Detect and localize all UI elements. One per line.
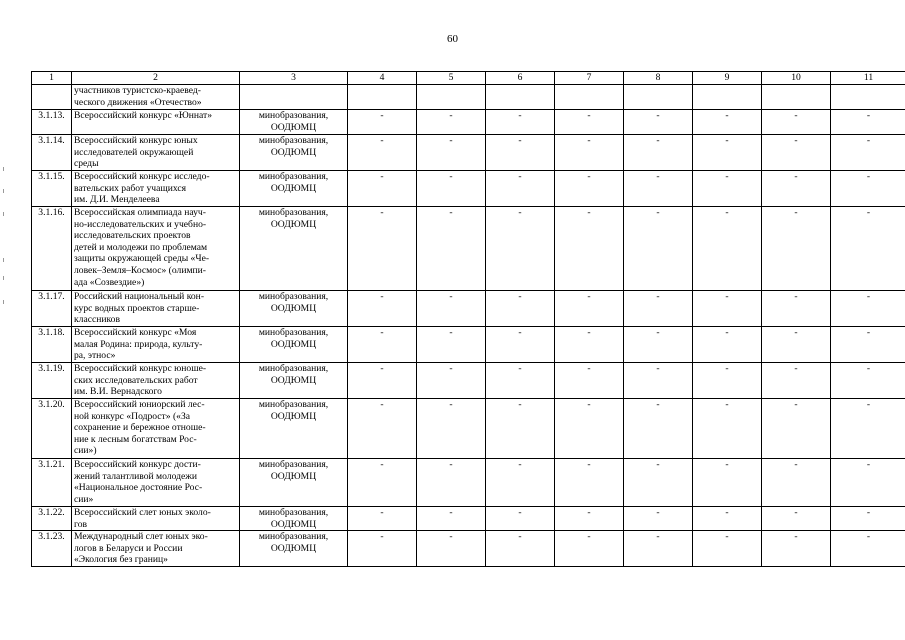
column-header-5: 5 xyxy=(417,72,486,85)
value-cell: - xyxy=(762,291,831,327)
value-cell: - xyxy=(417,291,486,327)
value-cell: - xyxy=(693,327,762,363)
column-header-10: 10 xyxy=(762,72,831,85)
value-cell: - xyxy=(348,531,417,567)
executor: минобразования, ООДЮМЦ xyxy=(240,171,348,207)
table-row xyxy=(32,110,905,135)
margin-mark xyxy=(3,189,4,193)
value-cell: - xyxy=(762,327,831,363)
value-cell: - xyxy=(555,531,624,567)
column-number-header xyxy=(32,72,905,85)
value-cell: - xyxy=(486,531,555,567)
column-header-8: 8 xyxy=(624,72,693,85)
continuation-row xyxy=(32,85,905,110)
table-row xyxy=(32,399,905,459)
row-number: 3.1.16. xyxy=(32,207,72,291)
value-cell: - xyxy=(831,327,905,363)
activity-name: Всероссийский конкурс дости- жений талантливой молодежи «Национальное достояние Рос- сии» xyxy=(72,459,240,507)
row-number: 3.1.18. xyxy=(32,327,72,363)
value-cell: - xyxy=(555,207,624,291)
activity-name: Всероссийский конкурс «Юннат» xyxy=(72,110,240,135)
value-cell: - xyxy=(831,291,905,327)
executor: минобразования, ООДЮМЦ xyxy=(240,110,348,135)
executor: минобразования, ООДЮМЦ xyxy=(240,291,348,327)
value-cell: - xyxy=(348,207,417,291)
value-cell: - xyxy=(762,459,831,507)
value-cell: - xyxy=(555,291,624,327)
page-number: 60 xyxy=(447,33,458,45)
column-header-1: 1 xyxy=(32,72,72,85)
value-cell: - xyxy=(486,363,555,399)
row-number: 3.1.15. xyxy=(32,171,72,207)
column-header-3: 3 xyxy=(240,72,348,85)
executor: минобразования, ООДЮМЦ xyxy=(240,531,348,567)
table-row xyxy=(32,507,905,531)
value-cell: - xyxy=(693,135,762,171)
margin-mark xyxy=(3,300,4,304)
row-number: 3.1.13. xyxy=(32,110,72,135)
row-number: 3.1.14. xyxy=(32,135,72,171)
value-cell: - xyxy=(417,110,486,135)
value-cell: - xyxy=(624,207,693,291)
executor: минобразования, ООДЮМЦ xyxy=(240,207,348,291)
value-cell: - xyxy=(693,531,762,567)
margin-mark xyxy=(3,167,4,171)
table-row xyxy=(32,459,905,507)
value-cell: - xyxy=(624,327,693,363)
value-cell: - xyxy=(417,399,486,459)
table-row xyxy=(32,531,905,567)
value-cell: - xyxy=(624,507,693,531)
value-cell: - xyxy=(348,363,417,399)
activity-name: Всероссийский конкурс юных исследователей окружающей среды xyxy=(72,135,240,171)
executor: минобразования, ООДЮМЦ xyxy=(240,327,348,363)
value-cell: - xyxy=(486,110,555,135)
value-cell: - xyxy=(486,135,555,171)
activity-name: Международный слет юных эко- логов в Беларуси и России «Экология без границ» xyxy=(72,531,240,567)
value-cell: - xyxy=(831,507,905,531)
value-cell: - xyxy=(624,399,693,459)
value-cell: - xyxy=(555,327,624,363)
row-number: 3.1.20. xyxy=(32,399,72,459)
value-cell: - xyxy=(486,459,555,507)
margin-mark xyxy=(3,258,4,262)
column-header-4: 4 xyxy=(348,72,417,85)
value-cell: - xyxy=(417,327,486,363)
value-cell: - xyxy=(348,291,417,327)
row-number: 3.1.21. xyxy=(32,459,72,507)
table-row xyxy=(32,171,905,207)
value-cell: - xyxy=(762,399,831,459)
value-cell: - xyxy=(555,399,624,459)
activity-name: Всероссийский юниорский лес- ной конкурс «Подрост» («За сохранение и бережное отноше- ние к лесным богатствам Рос- сии») xyxy=(72,399,240,459)
column-header-6: 6 xyxy=(486,72,555,85)
value-cell: - xyxy=(348,171,417,207)
value-cell: - xyxy=(555,459,624,507)
value-cell: - xyxy=(624,363,693,399)
value-cell: - xyxy=(693,459,762,507)
table-row xyxy=(32,207,905,291)
executor: минобразования, ООДЮМЦ xyxy=(240,459,348,507)
value-cell: - xyxy=(348,110,417,135)
value-cell: - xyxy=(417,171,486,207)
column-header-7: 7 xyxy=(555,72,624,85)
row-number: 3.1.19. xyxy=(32,363,72,399)
value-cell: - xyxy=(831,531,905,567)
value-cell: - xyxy=(348,459,417,507)
value-cell: - xyxy=(417,459,486,507)
value-cell: - xyxy=(762,135,831,171)
value-cell: - xyxy=(417,207,486,291)
activity-name: Всероссийская олимпиада науч- но-исследовательских и учебно- исследовательских проектов детей и молодежи по проблемам защиты окружающей среды «Че- ловек–Земля–Космос» (олимпи- ада «Созвездие») xyxy=(72,207,240,291)
table-row xyxy=(32,363,905,399)
value-cell: - xyxy=(693,507,762,531)
value-cell: - xyxy=(486,291,555,327)
column-header-9: 9 xyxy=(693,72,762,85)
value-cell: - xyxy=(348,507,417,531)
value-cell: - xyxy=(624,531,693,567)
activities-table xyxy=(31,71,905,567)
value-cell: - xyxy=(624,459,693,507)
value-cell: - xyxy=(417,363,486,399)
value-cell: - xyxy=(555,135,624,171)
value-cell: - xyxy=(762,531,831,567)
value-cell: - xyxy=(417,135,486,171)
value-cell: - xyxy=(831,110,905,135)
value-cell: - xyxy=(762,507,831,531)
value-cell: - xyxy=(348,399,417,459)
column-header-11: 11 xyxy=(831,72,905,85)
value-cell: - xyxy=(348,135,417,171)
value-cell: - xyxy=(417,531,486,567)
value-cell: - xyxy=(417,507,486,531)
table-row xyxy=(32,327,905,363)
value-cell: - xyxy=(555,363,624,399)
value-cell: - xyxy=(762,207,831,291)
value-cell: - xyxy=(486,399,555,459)
value-cell: - xyxy=(486,327,555,363)
value-cell: - xyxy=(762,363,831,399)
value-cell: - xyxy=(486,507,555,531)
margin-mark xyxy=(3,212,4,216)
value-cell: - xyxy=(486,171,555,207)
value-cell: - xyxy=(831,207,905,291)
row-number: 3.1.17. xyxy=(32,291,72,327)
value-cell: - xyxy=(624,291,693,327)
activity-name: Всероссийский конкурс юноше- ских исследовательских работ им. В.И. Вернадского xyxy=(72,363,240,399)
value-cell: - xyxy=(831,171,905,207)
row-number: 3.1.22. xyxy=(32,507,72,531)
value-cell: - xyxy=(348,327,417,363)
margin-mark xyxy=(3,276,4,280)
executor: минобразования, ООДЮМЦ xyxy=(240,399,348,459)
value-cell: - xyxy=(624,171,693,207)
value-cell: - xyxy=(762,171,831,207)
value-cell: - xyxy=(693,399,762,459)
value-cell: - xyxy=(624,135,693,171)
value-cell: - xyxy=(555,171,624,207)
activity-name: Всероссийский слет юных эколо- гов xyxy=(72,507,240,531)
activity-name: Всероссийский конкурс исследо- вательских работ учащихся им. Д.И. Менделеева xyxy=(72,171,240,207)
value-cell: - xyxy=(624,110,693,135)
value-cell: - xyxy=(555,110,624,135)
table-row xyxy=(32,135,905,171)
continuation-text: участников туристско-краевед- ческого движения «Отечество» xyxy=(72,85,240,110)
activity-name: Российский национальный кон- курс водных проектов старше- классников xyxy=(72,291,240,327)
value-cell: - xyxy=(831,459,905,507)
executor: минобразования, ООДЮМЦ xyxy=(240,507,348,531)
value-cell: - xyxy=(555,507,624,531)
value-cell: - xyxy=(831,363,905,399)
row-number: 3.1.23. xyxy=(32,531,72,567)
value-cell: - xyxy=(693,363,762,399)
table-row xyxy=(32,291,905,327)
value-cell: - xyxy=(831,135,905,171)
value-cell: - xyxy=(486,207,555,291)
value-cell: - xyxy=(693,171,762,207)
activity-name: Всероссийский конкурс «Моя малая Родина: природа, культу- ра, этнос» xyxy=(72,327,240,363)
executor: минобразования, ООДЮМЦ xyxy=(240,135,348,171)
executor: минобразования, ООДЮМЦ xyxy=(240,363,348,399)
value-cell: - xyxy=(693,110,762,135)
value-cell: - xyxy=(693,291,762,327)
value-cell: - xyxy=(693,207,762,291)
value-cell: - xyxy=(831,399,905,459)
column-header-2: 2 xyxy=(72,72,240,85)
value-cell: - xyxy=(762,110,831,135)
